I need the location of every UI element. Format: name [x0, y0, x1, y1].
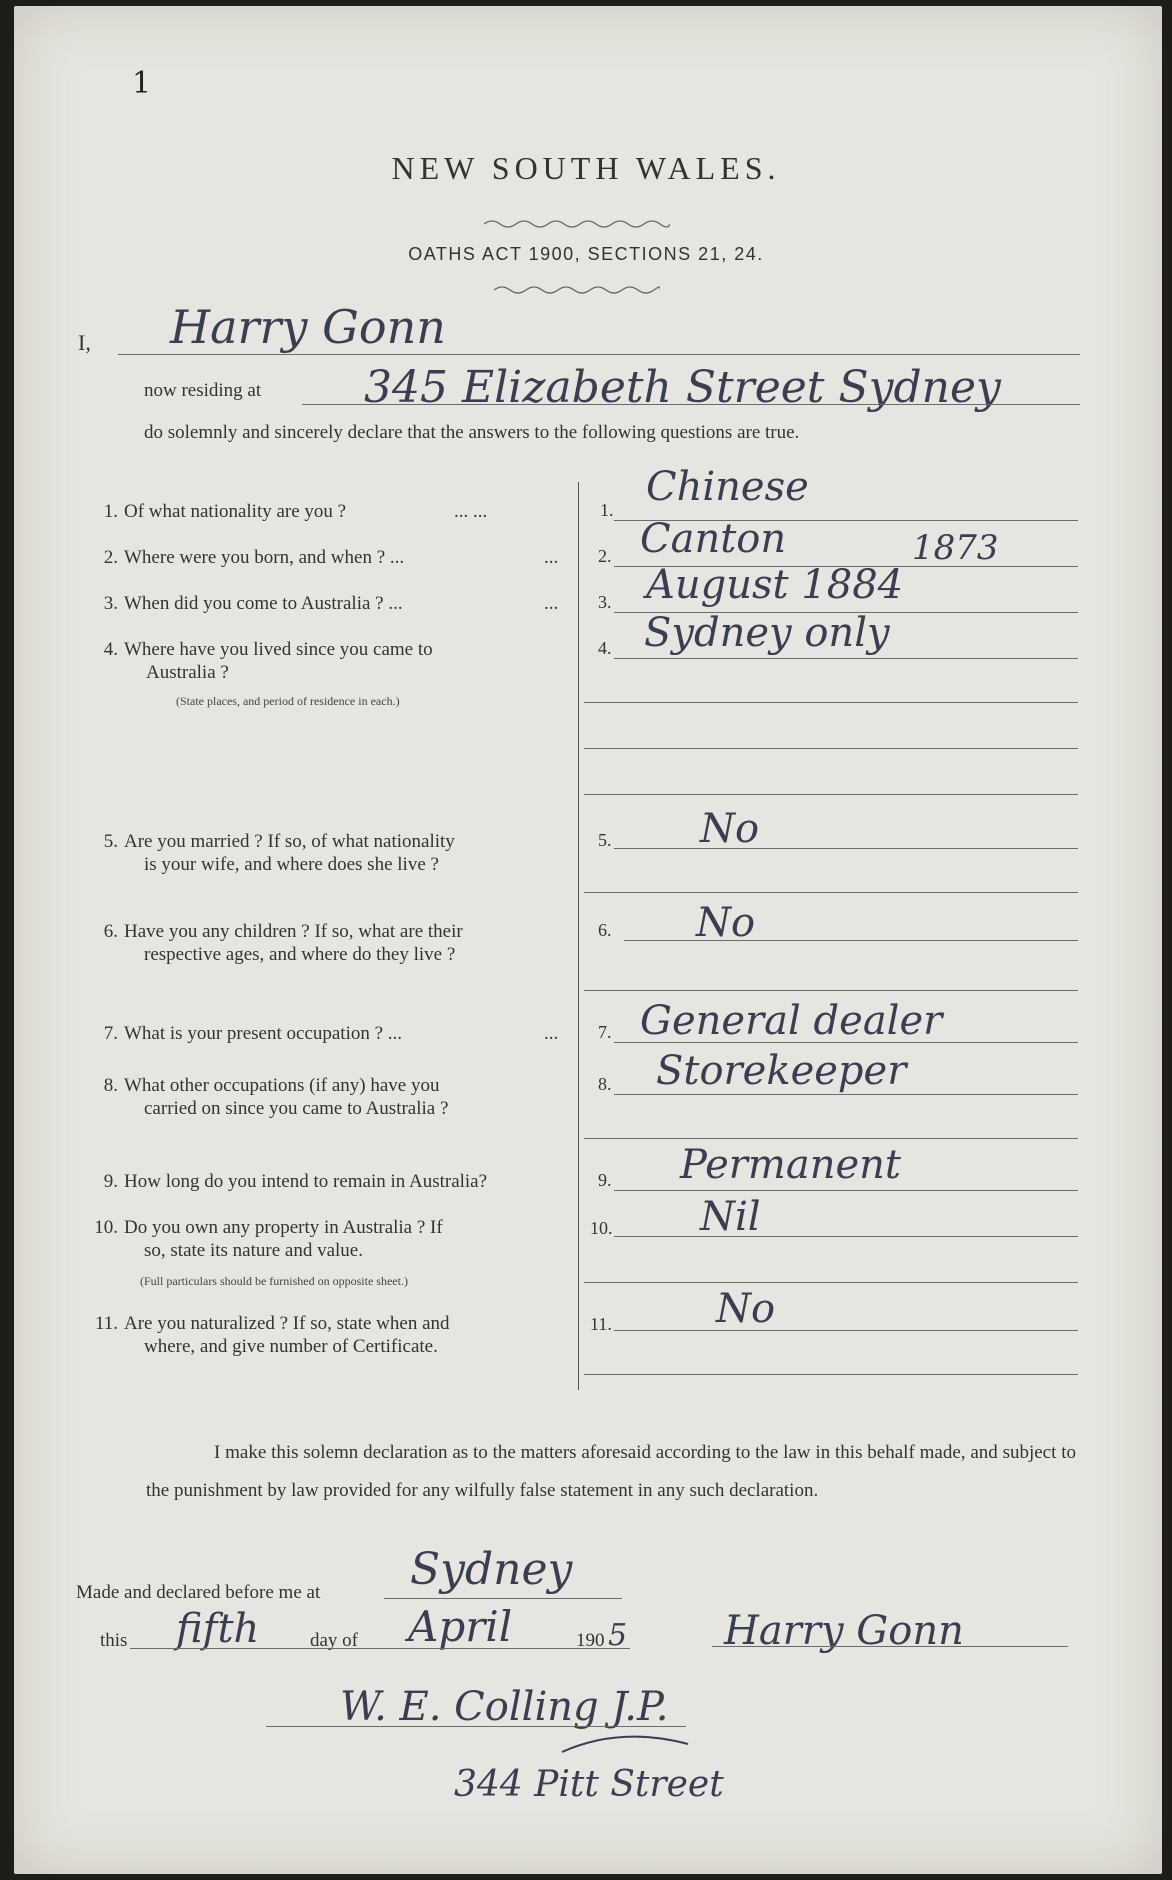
question-9: 9. How long do you intend to remain in Australia?: [103, 1171, 488, 1192]
question-3: 3. When did you come to Australia ? ... ...: [103, 593, 559, 614]
answer-9-number: 9.: [598, 1170, 612, 1190]
answer-2-year: 1873: [912, 528, 999, 568]
answer-4-line-2: [584, 702, 1078, 703]
residence-address: 345 Elizabeth Street Sydney: [364, 362, 1001, 413]
question-4-note: (State places, and period of residence in each.): [176, 694, 400, 708]
answer-2-number: 2.: [598, 546, 612, 566]
answer-8: Storekeeper: [656, 1048, 907, 1094]
this-label: this: [100, 1630, 128, 1651]
declare-statement: do solemnly and sincerely declare that the answers to the following questions are true.: [144, 422, 800, 443]
question-1: 1. Of what nationality are you ? ... ...: [103, 501, 488, 522]
answer-4: Sydney only: [644, 610, 890, 656]
answer-5-line-2: [584, 892, 1078, 893]
answer-7-number: 7.: [598, 1022, 612, 1042]
answer-11: No: [716, 1286, 776, 1332]
witness-address: 344 Pitt Street: [454, 1764, 724, 1805]
answer-8-number: 8.: [598, 1074, 612, 1094]
answer-7-line: [614, 1042, 1078, 1043]
question-7: 7. What is your present occupation ? ... ...: [103, 1023, 559, 1044]
made-label: Made and declared before me at: [76, 1582, 321, 1603]
answer-4-line: [614, 658, 1078, 659]
answer-6-line: [624, 940, 1078, 941]
declared-month: April: [408, 1602, 513, 1651]
question-11: 11. Are you naturalized ? If so, state when and where, and give number of Certificate.: [94, 1313, 450, 1357]
declared-place: Sydney: [410, 1544, 573, 1595]
answer-10: Nil: [700, 1194, 761, 1240]
question-2: 2. Where were you born, and when ? ... ...: [103, 547, 559, 568]
answer-4-line-4: [584, 794, 1078, 795]
form-title: NEW SOUTH WALES.: [391, 150, 781, 186]
answer-10-line-2: [584, 1282, 1078, 1283]
declarant-signature: Harry Gonn: [724, 1608, 964, 1654]
answer-6-line-2: [584, 990, 1078, 991]
answer-1-number: 1.: [600, 500, 614, 520]
residing-label: now residing at: [144, 380, 262, 401]
answer-11-number: 11.: [590, 1314, 612, 1334]
question-10-note: (Full particulars should be furnished on opposite sheet.): [140, 1274, 408, 1288]
answer-3-number: 3.: [598, 592, 612, 612]
signature-flourish-icon: [560, 1722, 690, 1762]
declarant-name: Harry Gonn: [170, 300, 446, 354]
i-label: I,: [78, 330, 91, 355]
form-subtitle: OATHS ACT 1900, SECTIONS 21, 24.: [408, 244, 764, 264]
year-prefix: 190: [576, 1630, 605, 1651]
date-line: [130, 1648, 630, 1649]
answer-5-number: 5.: [598, 830, 612, 850]
witness-signature: W. E. Colling J.P.: [340, 1684, 669, 1730]
answer-6: No: [696, 900, 756, 946]
declaration-text: I make this solemn declaration as to the matters aforesaid according to the law in this behalf made, and subject to the punishment by law provided for any wilfully false statement in any such declaration.: [146, 1442, 1076, 1501]
answer-10-number: 10.: [590, 1218, 613, 1238]
answer-4-number: 4.: [598, 638, 612, 658]
answer-2: Canton: [640, 516, 787, 562]
column-divider: [578, 482, 579, 1390]
declarant-signature-line: [712, 1646, 1068, 1647]
name-line: [118, 354, 1080, 355]
day-of-label: day of: [310, 1630, 359, 1651]
question-6: 6. Have you any children ? If so, what are their respective ages, and where do they live ?: [103, 921, 463, 965]
address-line: [302, 404, 1080, 405]
subtitle-flourish-icon: [494, 284, 660, 294]
answer-9-line: [614, 1190, 1078, 1191]
question-8: 8. What other occupations (if any) have you carried on since you came to Australia ?: [103, 1075, 449, 1119]
answer-6-number: 6.: [598, 920, 612, 940]
answer-1: Chinese: [646, 464, 809, 510]
question-10: 10. Do you own any property in Australia ? If so, state its nature and value.: [94, 1217, 443, 1261]
declared-day: fifth: [176, 1606, 260, 1652]
title-flourish-icon: [484, 218, 670, 228]
answer-10-line: [614, 1236, 1078, 1237]
corner-mark: 1: [132, 66, 152, 101]
answer-11-line: [614, 1330, 1078, 1331]
year-suffix: 5: [608, 1618, 628, 1653]
answer-11-line-2: [584, 1374, 1078, 1375]
question-4: 4. Where have you lived since you came to Australia ?: [103, 639, 433, 683]
answer-9: Permanent: [680, 1142, 901, 1188]
answer-5: No: [700, 806, 760, 852]
answer-8-line-2: [584, 1138, 1078, 1139]
answer-7: General dealer: [640, 998, 943, 1044]
answer-4-line-3: [584, 748, 1078, 749]
answer-5-line: [614, 848, 1078, 849]
answer-3: August 1884: [646, 562, 904, 608]
answer-8-line: [614, 1094, 1078, 1095]
place-line: [384, 1598, 622, 1599]
question-5: 5. Are you married ? If so, of what nationality is your wife, and where does she live ?: [103, 831, 455, 875]
